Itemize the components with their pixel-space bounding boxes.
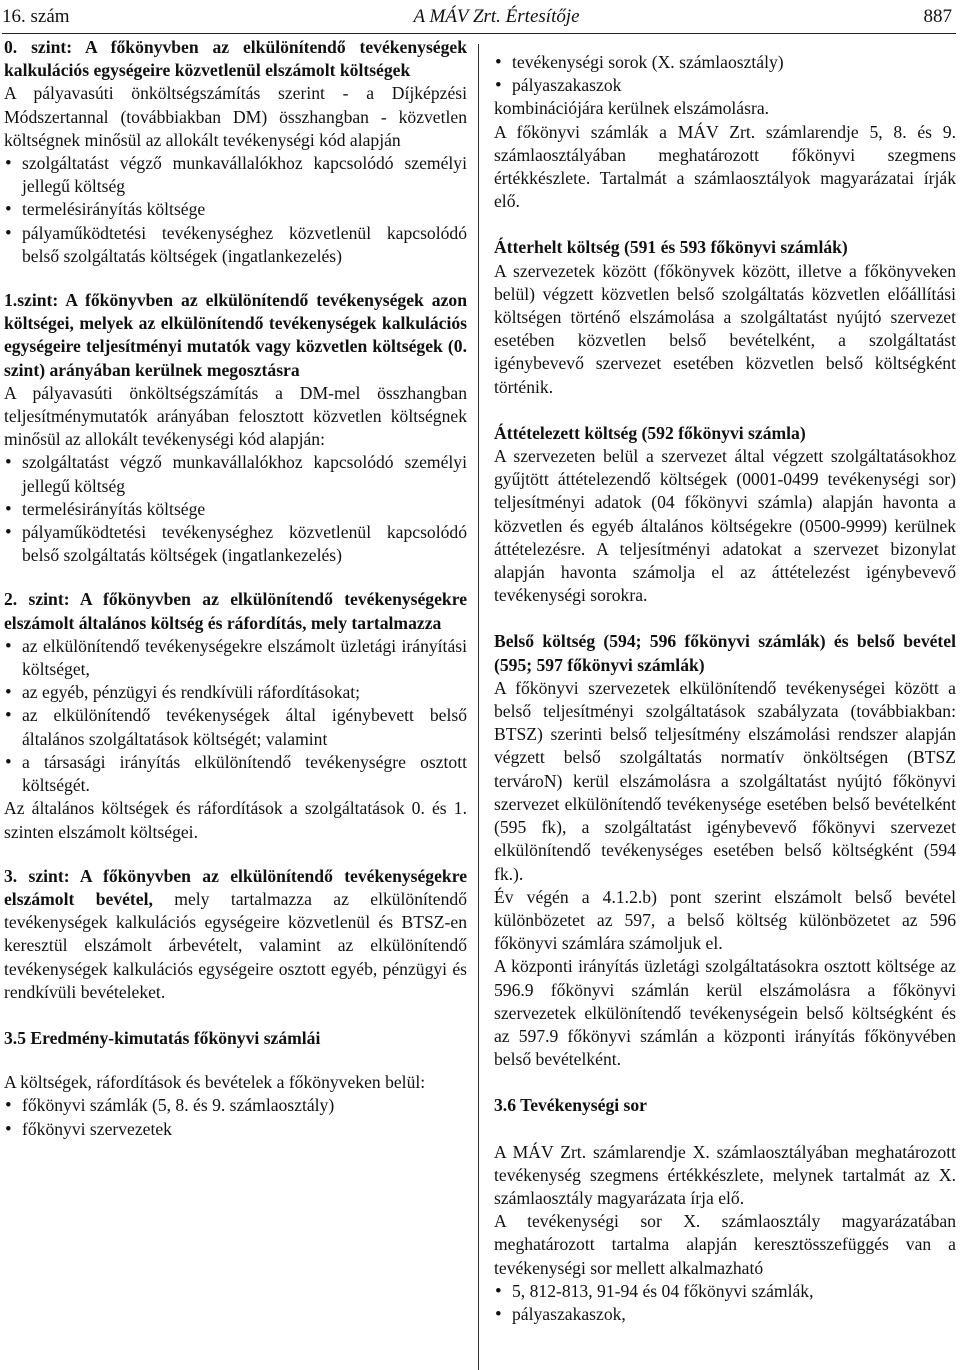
paragraph: A szervezeten belül a szervezet által végzett szolgáltatásokhoz gyűjtött áttételezendő költségek (0001-0499 tevékenységi sor) teljesítményi adatok (04 főkönyvi számla) alapján havonta a közvetlen és egyéb általános költségekre (0500-9999) kerülnek áttételezésre. A teljesítményi adatokat a szervezet bizonylat alapján havonta számolja el az áttételezést igénybevevő tevékenységi sorokra. [494, 446, 956, 606]
left-column [4, 36, 467, 1141]
bullet-item: • szolgáltatást végző munkavállalókhoz kapcsolódó személyi jellegű költség [4, 152, 467, 198]
publication-title: A MÁV Zrt. Értesítője [413, 6, 580, 27]
section-heading: Áttételezett költség (592 főkönyvi számla) [494, 422, 806, 443]
bullet-item: • pályaműködtetési tevékenységhez közvetlenül kapcsolódó belső szolgáltatás költségek (ingatlankezelés) [4, 222, 467, 268]
paragraph: A költségek, ráfordítások és bevételek a főkönyveken belül: [4, 1072, 426, 1093]
paragraph: A szervezetek között (főkönyvek között, illetve a főkönyveken belül) végzett közvetlen belső szolgáltatás közvetlen előállítási költségen történő elszámolása a szolgáltatást nyújtó szervezet esetében közvetlen belső bevételként, a szolgáltatást igénybevevő szervezet esetében közvetlen belső költségként történik. [494, 260, 956, 397]
page-header [2, 2, 952, 32]
bullet-item: • pályaszakaszok [494, 74, 956, 97]
bullet-item: • termelésirányítás költsége [4, 198, 467, 221]
bullet-item: • 5, 812-813, 91-94 és 04 főkönyvi számlák, [494, 1280, 956, 1303]
bullet-item: • a társasági irányítás elkülönítendő tevékenységre osztott költségét. [4, 751, 467, 797]
paragraph: A pályavasúti önköltségszámítás a DM-mel összhangban teljesítménymutatók arányában felosztott közvetlen költségnek minősül az allokált tevékenységi kód alapján: [4, 382, 467, 450]
bullet-item: • tevékenységi sorok (X. számlaosztály) [494, 51, 956, 74]
paragraph: kombinációjára kerülnek elszámolásra. [494, 98, 770, 119]
page-number: 887 [923, 6, 952, 27]
section-heading: 0. szint: A főkönyvben az elkülönítendő tevékenységek kalkulációs egységeire közvetlenül elszámolt költségek [4, 37, 467, 81]
bullet-item: • főkönyvi számlák (5, 8. és 9. számlaosztály) [4, 1094, 467, 1117]
bold-lead: 3. szint: A főkönyvben az elkülönítendő tevékenységekre elszámolt bevétel, [4, 865, 467, 909]
paragraph: A pályavasúti önköltségszámítás szerint - a Díjképzési Módszertannal (továbbiakban DM) összhangban - közvetlen költségnek minősül az allokált tevékenységi kód alapján [4, 83, 467, 150]
section-heading: 3.6 Tevékenységi sor [494, 1095, 647, 1116]
header-rule [2, 33, 956, 34]
paragraph: A főkönyvi szervezetek elkülönítendő tevékenységei között a belső teljesítményi szolgáltatások szabályzata (továbbiakban: BTSZ) szerinti belső teljesítmény elszámolási rendszer alapján végzett belső szolgáltatás normatív önköltségen (BTSZ tervároN) kerül elszámolásra a szolgáltatást nyújtó főkönyvi szervezet elkülönítendő tevékenysége esetében belső bevételként (595 fk), a szolgáltatást igénybevevő főkönyvi szervezet elkülönítendő tevékenységes esetében belső költségként (594 fk.). [494, 677, 956, 884]
paragraph: Az általános költségek és ráfordítások a szolgáltatások 0. és 1. szinten elszámolt költségei. [4, 798, 467, 842]
paragraph: Év végén a 4.1.2.b) pont szerint elszámolt belső bevétel különbözetet az 597, a belső költség különbözetet az 596 főkönyvi számlára számoljuk el. [494, 886, 956, 954]
paragraph: A tevékenységi sor X. számlaosztály magyarázatában meghatározott tartalma alapján keresztösszefüggés van a tevékenységi sor mellett alkalmazható [494, 1211, 956, 1278]
bullet-item: • az elkülönítendő tevékenységek által igénybevett belső általános szolgáltatások költségét; valamint [4, 704, 467, 750]
paragraph-text: mely tartalmazza az elkülönítendő tevékenységek kalkulációs egységeire közvetlenül és BTSZ-en keresztül elszámolt árbevételt, valamint az elkülönítendő tevékenységek kalkulációs egységeire osztott egyéb, pénzügyi és rendkívüli bevételeket. [4, 888, 468, 1002]
paragraph [4, 865, 467, 1004]
bullet-item: • termelésirányítás költsége [4, 498, 467, 521]
issue-number: 16. szám [2, 6, 70, 27]
column-divider [478, 44, 479, 1370]
paragraph: A főkönyvi számlák a MÁV Zrt. számlarendje 5, 8. és 9. számlaosztályában meghatározott főkönyvi szegmens értékkészlete. Tartalmát a számlaosztályok magyarázatai írják elő. [494, 121, 956, 212]
right-column [494, 51, 956, 1326]
bullet-item: • pályaműködtetési tevékenységhez közvetlenül kapcsolódó belső szolgáltatás költségek (ingatlankezelés) [4, 521, 467, 567]
section-heading: 1.szint: A főkönyvben az elkülönítendő tevékenységek azon költségei, melyek az elkülönítendő tevékenységek kalkulációs egységeire teljesítményi mutatók vagy közvetlen költségek (0. szint) arányában kerülnek megosztásra [4, 290, 467, 380]
paragraph: A központi irányítás üzletági szolgáltatásokra osztott költsége az 596.9 főkönyvi számlán kerül elszámolásra a főkönyvi szervezetek elkülönítendő tevékenységein belső költségként és az 597.9 főkönyvi számlán a központi irányítás főkönyvében belső bevételként. [494, 956, 956, 1070]
bullet-item: • pályaszakaszok, [494, 1303, 956, 1326]
bullet-item: • az egyéb, pénzügyi és rendkívüli ráfordításokat; [4, 681, 467, 704]
bullet-item: • főkönyvi szervezetek [4, 1118, 467, 1141]
bullet-item: • az elkülönítendő tevékenységekre elszámolt üzletági irányítási költséget, [4, 635, 467, 681]
section-heading: Átterhelt költség (591 és 593 főkönyvi számlák) [494, 237, 848, 258]
section-heading: Belső költség (594; 596 főkönyvi számlák) és belső bevétel (595; 597 főkönyvi számlák) [494, 631, 956, 675]
paragraph: A MÁV Zrt. számlarendje X. számlaosztályában meghatározott tevékenység szegmens értékkészlete, melynek tartalmát az X. számlaosztály magyarázata írja elő. [494, 1141, 956, 1208]
section-heading: 3.5 Eredmény-kimutatás főkönyvi számlái [4, 1027, 321, 1048]
section-heading: 2. szint: A főkönyvben az elkülönítendő tevékenységekre elszámolt általános költség és ráfordítás, mely tartalmazza [4, 589, 467, 633]
bullet-item: • szolgáltatást végző munkavállalókhoz kapcsolódó személyi jellegű költség [4, 451, 467, 497]
